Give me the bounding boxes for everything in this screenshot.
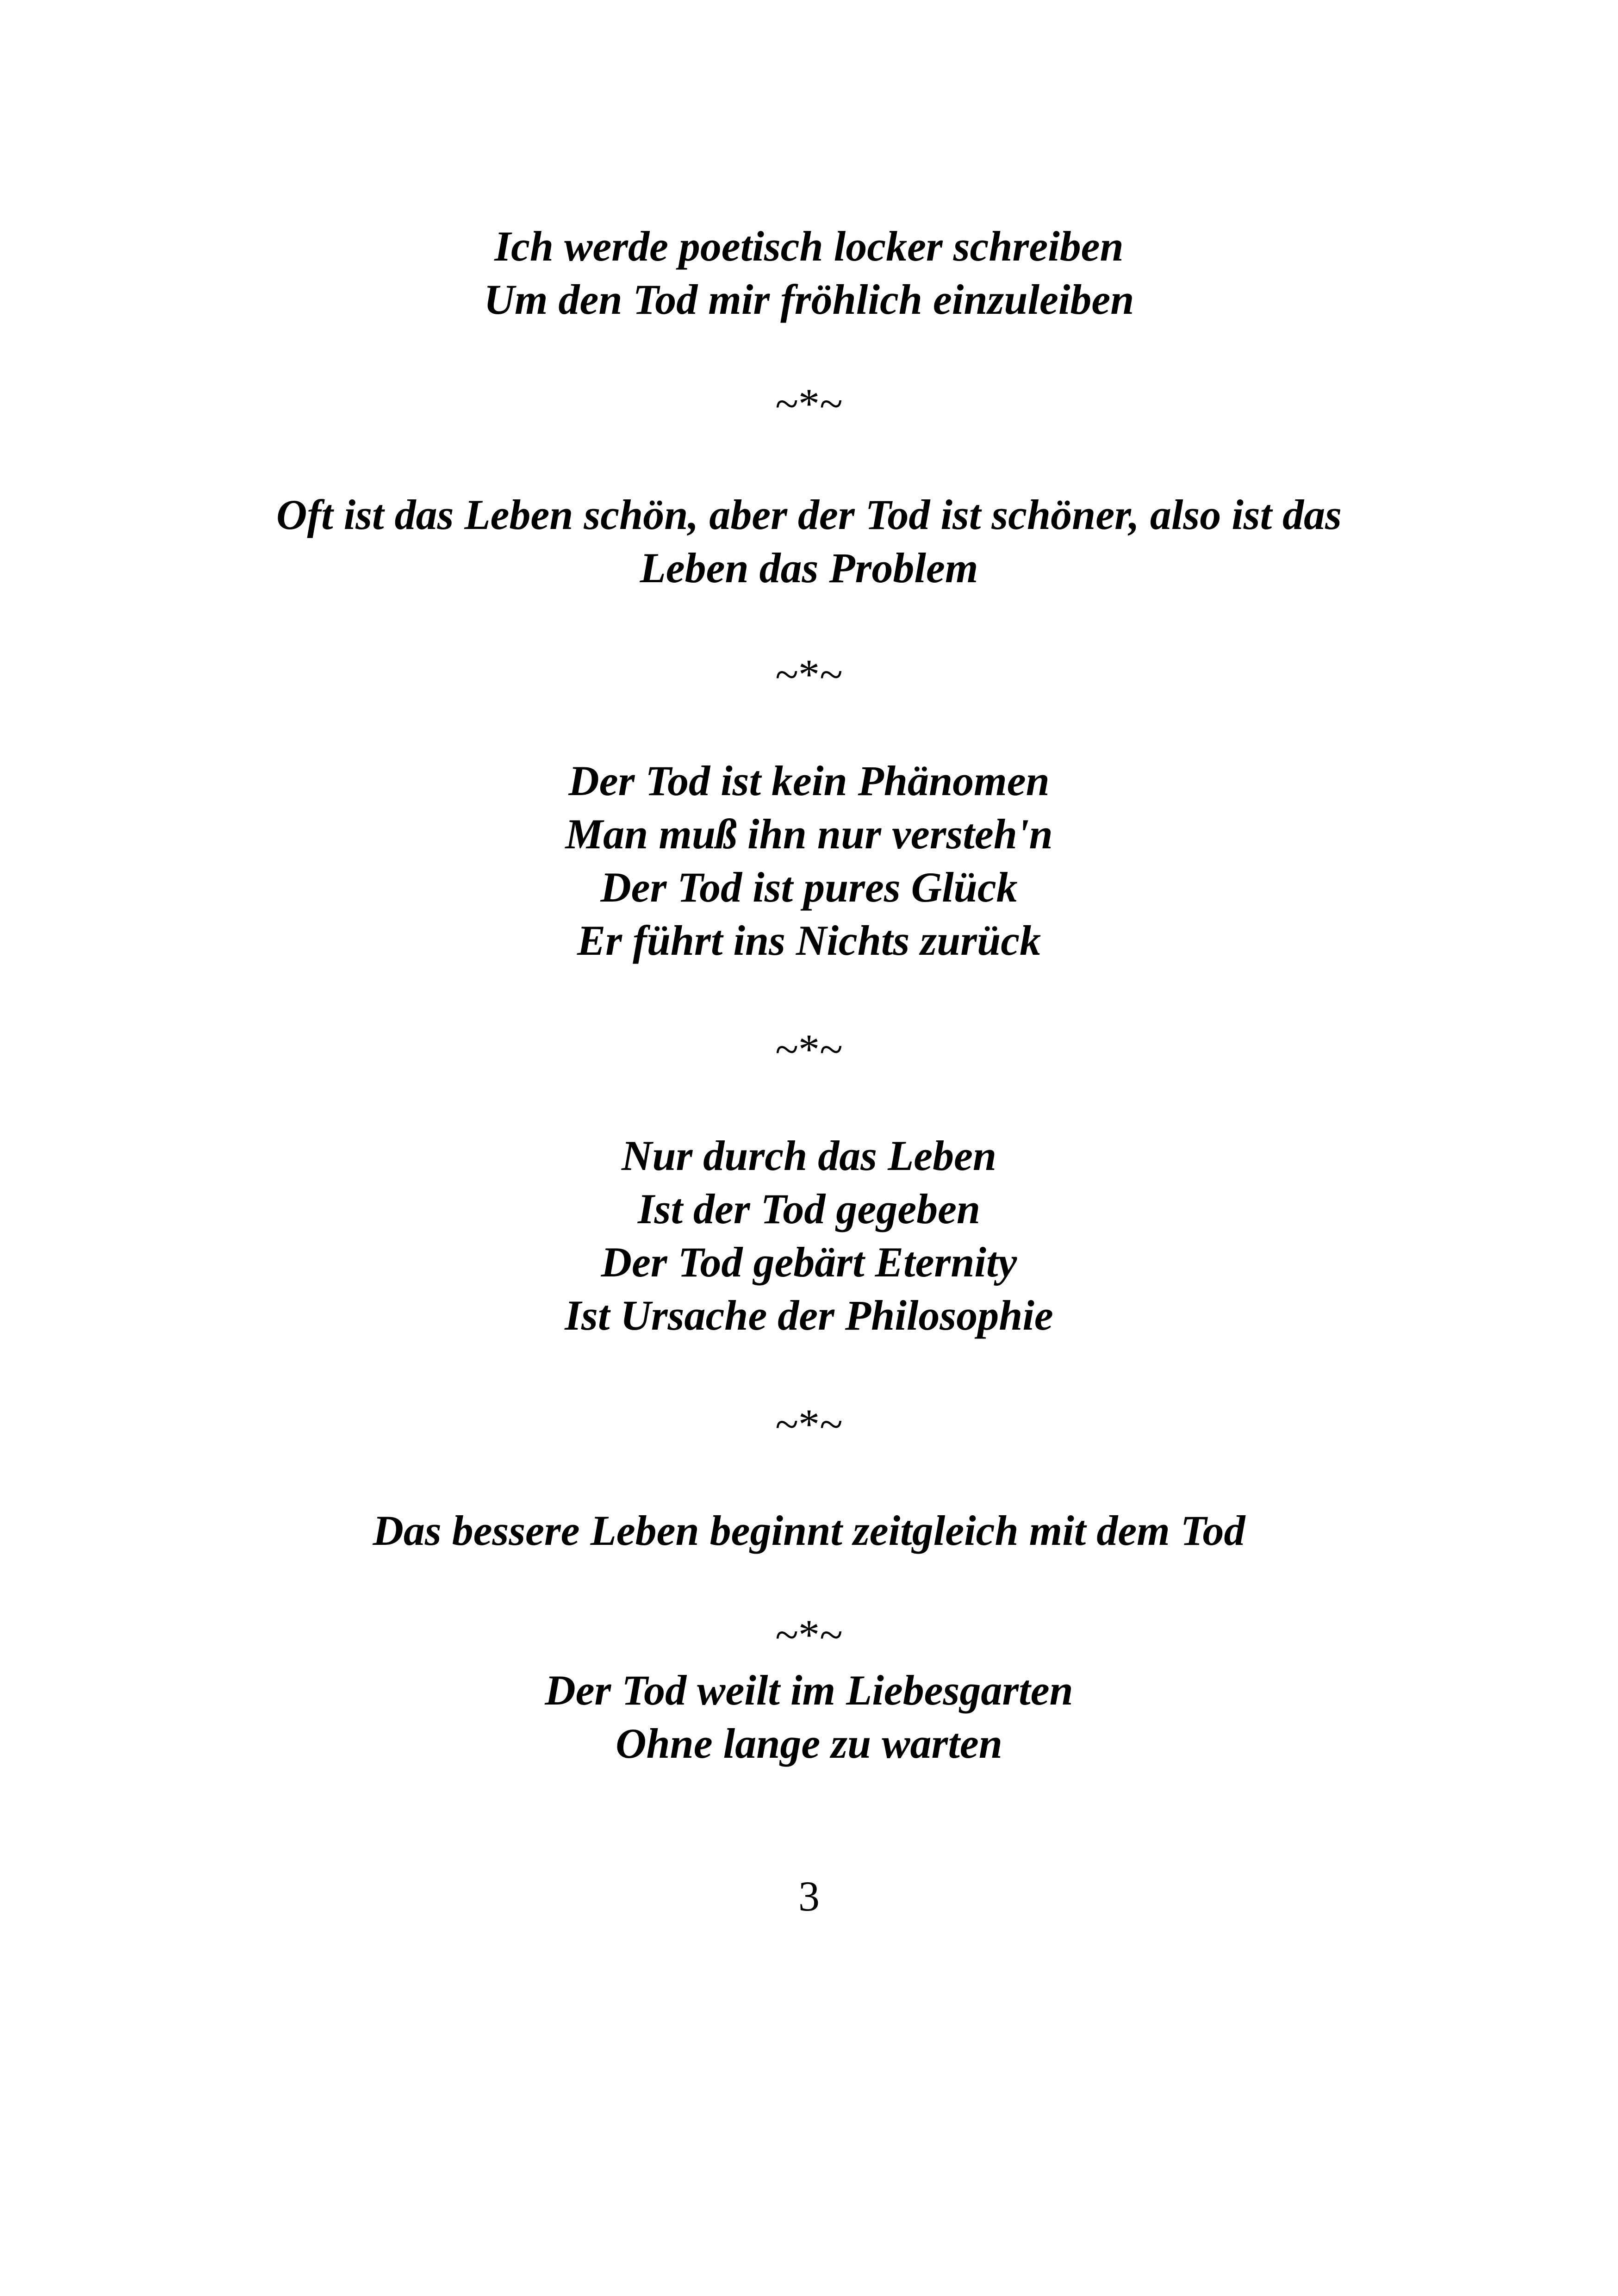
section-divider: ~*~ bbox=[775, 651, 843, 698]
stanza-6 bbox=[0, 1664, 1618, 1770]
verse-line: Der Tod ist kein Phänomen bbox=[568, 757, 1050, 804]
verse-line: Der Tod ist pures Glück bbox=[600, 864, 1018, 911]
stanza-3 bbox=[0, 754, 1618, 967]
verse-line: Ich werde poetisch locker schreiben bbox=[494, 223, 1124, 270]
verse-line: Um den Tod mir fröhlich einzuleiben bbox=[484, 276, 1134, 323]
verse-line: Oft ist das Leben schön, aber der Tod ist schöner, also ist das bbox=[276, 491, 1342, 538]
verse-line: Das bessere Leben beginnt zeitgleich mit dem Tod bbox=[373, 1507, 1245, 1554]
section-divider: ~*~ bbox=[775, 380, 843, 427]
verse-line: Er führt ins Nichts zurück bbox=[577, 917, 1041, 964]
verse-line: Der Tod gebärt Eternity bbox=[601, 1238, 1017, 1286]
verse-line: Der Tod weilt im Liebesgarten bbox=[545, 1667, 1073, 1714]
page-number: 3 bbox=[798, 1873, 820, 1920]
stanza-2 bbox=[0, 488, 1618, 595]
section-divider: ~*~ bbox=[775, 1400, 843, 1448]
verse-line: Nur durch das Leben bbox=[621, 1132, 997, 1179]
stanza-5 bbox=[0, 1504, 1618, 1557]
verse-line: Leben das Problem bbox=[640, 544, 978, 591]
stanza-1 bbox=[0, 220, 1618, 326]
verse-line: Ohne lange zu warten bbox=[616, 1720, 1002, 1767]
stanza-4 bbox=[0, 1129, 1618, 1342]
verse-line: Ist Ursache der Philosophie bbox=[565, 1292, 1053, 1339]
verse-line: Man muß ihn nur versteh'n bbox=[565, 810, 1053, 858]
section-divider: ~*~ bbox=[775, 1026, 843, 1073]
verse-line: Ist der Tod gegeben bbox=[637, 1185, 981, 1232]
section-divider: ~*~ bbox=[775, 1611, 843, 1658]
